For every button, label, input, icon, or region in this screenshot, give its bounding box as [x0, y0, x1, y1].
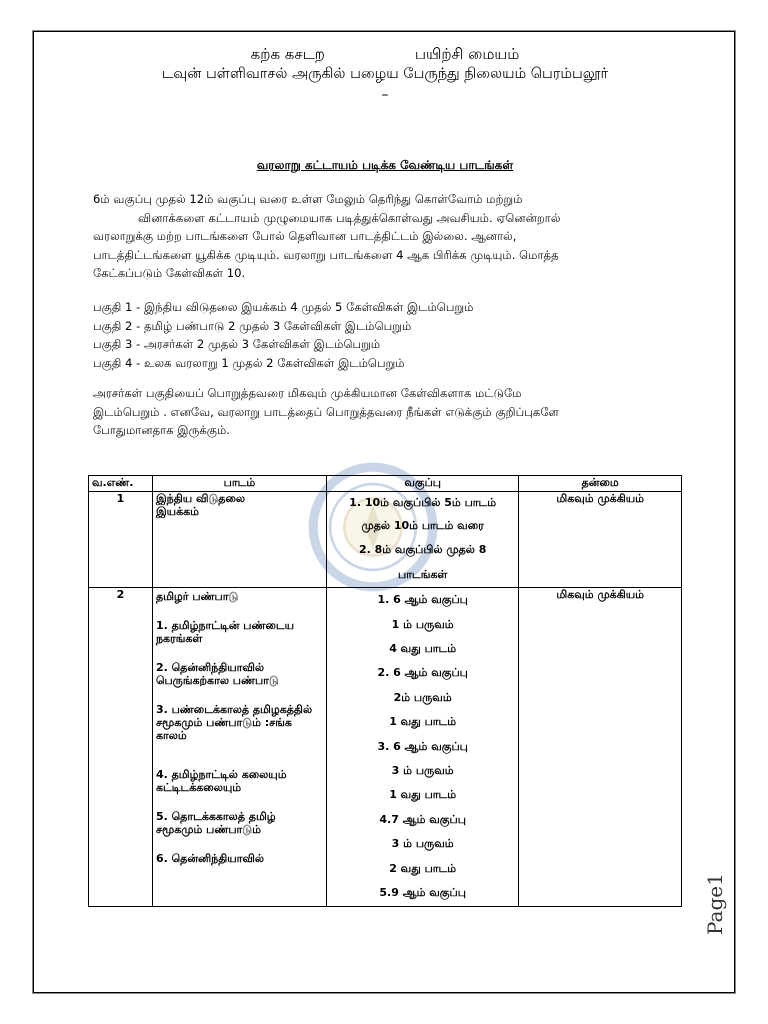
class-line: 3. 6 ஆம் வகுப்பு: [377, 739, 468, 753]
header-serial: வ.எண்.: [89, 476, 153, 492]
nature-cell: மிகவும் முக்கியம்: [519, 492, 682, 588]
lesson-line: 5. தொடக்ககாலத் தமிழ் சமூகமும் பண்பாடும்: [155, 810, 276, 837]
lesson-line: 4. தமிழ்நாட்டில் கலையும் கட்டிடக்கலையும்: [155, 768, 287, 795]
closing-line: அரசர்கள் பகுதியைப் பொறுத்தவரை மிகவும் முக்கியமான கேள்விகளாக மட்டுமே: [93, 386, 522, 400]
class-line: 4 வது பாடம்: [389, 642, 457, 656]
class-line: முதல் 10ம் பாடம் வரை: [361, 519, 484, 532]
lesson-line: 6. தென்னிந்தியாவில்: [155, 852, 265, 866]
institute-type: பயிற்சி மையம்: [414, 45, 520, 63]
lesson-line: 1. தமிழ்நாட்டின் பண்டைய நகரங்கள்: [155, 619, 295, 646]
table-row: [89, 492, 682, 588]
lesson-line: தமிழர் பண்பாடு: [155, 590, 239, 604]
intro-line: 6ம் வகுப்பு முதல் 12ம் வகுப்பு வரை உள்ள மேலும் தெரிந்து கொள்வோம் மற்றும்: [93, 192, 523, 206]
lesson-line: 2. தென்னிந்தியாவில் பெருங்கற்கால பண்பாடு: [155, 661, 279, 688]
intro-line: வரலாறுக்கு மற்ற பாடங்களை போல் தெளிவான பாடத்திட்டம் இல்லை. ஆனால்,: [93, 229, 517, 243]
section-title: வரலாறு கட்டாயம் படிக்க வேண்டிய பாடங்கள்: [256, 158, 514, 172]
lesson-line: 3. பண்டைக்காலத் தமிழகத்தில் சமூகமும் பண்பாடும் :சங்க காலம்: [155, 703, 313, 743]
intro-line: வினாக்களை கட்டாயம் முழுமையாக படித்துக்கொள்வது அவசியம். ஏனென்றால்: [138, 210, 561, 225]
table-header-row: [89, 476, 682, 492]
class-cell: [326, 588, 518, 906]
class-line: 2 வது பாடம்: [389, 861, 457, 875]
institute-name: [40, 45, 730, 65]
class-line: 3 ம் பருவம்: [391, 764, 454, 778]
table-row: [89, 588, 682, 906]
intro-line: பாடத்திட்டங்களை யூகிக்க முடியும். வரலாறு பாடங்களை 4 ஆக பிரிக்க முடியும். மொத்த: [93, 247, 559, 262]
part-item: பகுதி 1 - இந்திய விடுதலை இயக்கம் 4 முதல் 5 கேள்விகள் இடம்பெறும்: [93, 300, 474, 314]
class-line: 4.7 ஆம் வகுப்பு: [379, 812, 466, 826]
lesson-line: இந்திய விடுதலை: [155, 492, 246, 505]
class-line: 1. 6 ஆம் வகுப்பு: [377, 593, 468, 607]
serial-cell: 2: [89, 588, 153, 906]
class-line: 1 ம் பருவம்: [391, 617, 454, 631]
address-dash: –: [381, 87, 389, 103]
class-line: 2ம் பருவம்: [393, 690, 452, 704]
lesson-line: இயக்கம்: [155, 505, 199, 518]
closing-line: போதுமானதாக இருக்கும்.: [93, 423, 230, 437]
serial-cell: 1: [89, 492, 153, 588]
class-line: 1 வது பாடம்: [389, 788, 457, 802]
class-line: 5.9 ஆம் வகுப்பு: [379, 886, 466, 900]
closing-line: இடம்பெறும் . எனவே, வரலாறு பாடத்தைப் பொறுத்தவரை நீங்கள் எடுக்கும் குறிப்புகளே: [93, 404, 560, 419]
intro-paragraph: [93, 190, 693, 283]
class-line: 1. 10ம் வகுப்பில் 5ம் பாடம்: [349, 496, 497, 509]
syllabus-table: [88, 475, 682, 907]
class-line: 2. 6 ஆம் வகுப்பு: [377, 666, 468, 680]
institute-address: டவுன் பள்ளிவாசல் அருகில் பழைய பேருந்து நிலையம் பெரம்பலூர்: [161, 66, 609, 82]
class-line: 3 ம் பருவம்: [391, 837, 454, 851]
nature-cell: மிகவும் முக்கியம்: [519, 588, 682, 906]
part-item: பகுதி 2 - தமிழ் பண்பாடு 2 முதல் 3 கேள்விகள் இடம்பெறும்: [93, 318, 412, 333]
lesson-cell: [152, 492, 326, 588]
class-cell: [326, 492, 518, 588]
header-lesson: பாடம்: [152, 476, 326, 492]
header-nature: தன்மை: [519, 476, 682, 492]
intro-line: கேட்கப்படும் கேள்விகள் 10.: [93, 266, 246, 280]
lesson-cell: [152, 588, 326, 906]
class-line: 1 வது பாடம்: [389, 715, 457, 729]
part-item: பகுதி 3 - அரசர்கள் 2 முதல் 3 கேள்விகள் இடம்பெறும்: [93, 337, 381, 351]
class-line: பாடங்கள்: [398, 567, 448, 581]
closing-paragraph: [93, 384, 693, 440]
page-number: Page1: [703, 873, 727, 935]
header-class: வகுப்பு: [326, 476, 518, 492]
part-item: பகுதி 4 - உலக வரலாறு 1 முதல் 2 கேள்விகள் இடம்பெறும்: [93, 355, 405, 370]
institute-motto: கற்க கசடற: [250, 45, 325, 63]
parts-list: [93, 298, 693, 372]
class-line: 2. 8ம் வகுப்பில் முதல் 8: [358, 543, 487, 557]
